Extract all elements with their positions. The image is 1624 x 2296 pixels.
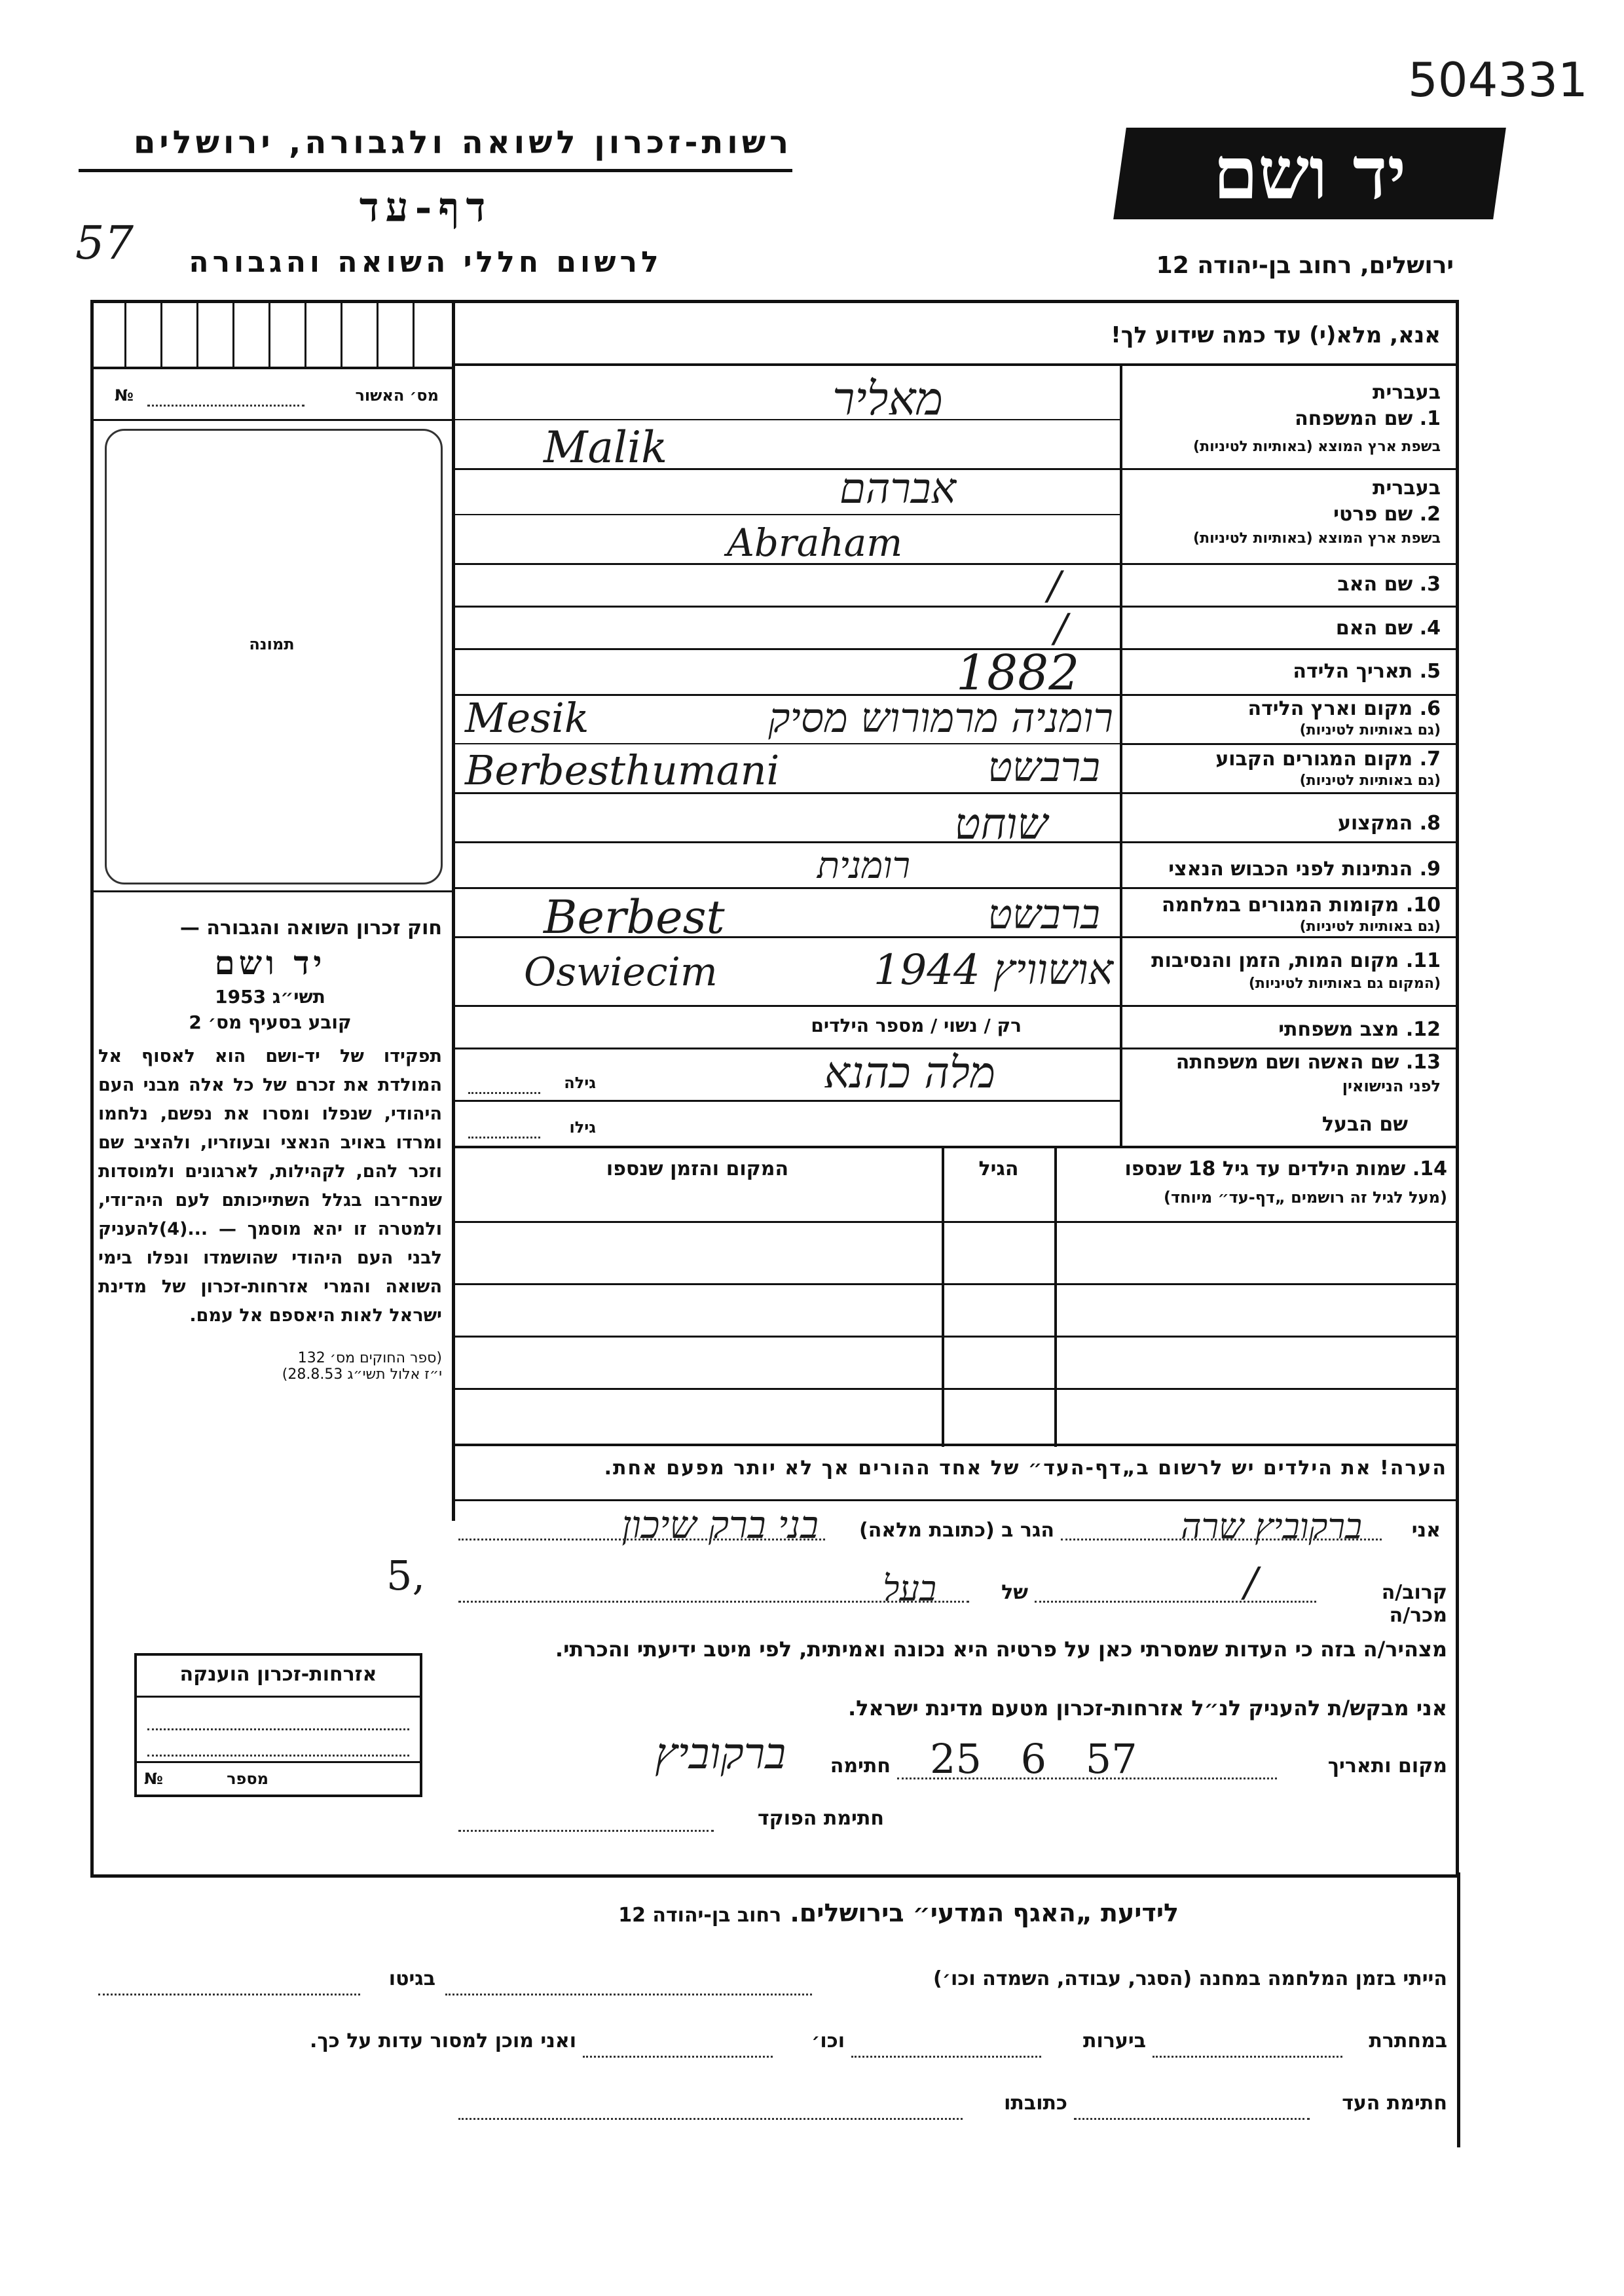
corner-mark: 57 [75,216,134,270]
field-2-note: בשפת ארץ המוצא (באותיות לטיניות) [1193,530,1441,547]
field-1-label: 1. שם המשפחה [1295,407,1441,430]
remark-underline [455,1499,1459,1501]
field-1-value-latin[interactable]: Malik [544,422,668,473]
law-text: תפקידו של יד-ושם הוא לאסוף אל המולדת את זכרם של כל אלה מבני העם היהודי, שנפלו ומסרו את נפשם, נלחמו ומרדו באויב הנאצי ובעוזריו, ולהציב שם וזכר להם, לקהילות, לארגונים ולמוסדות שנח־רבו בגלל השתייכותם לעם היה־ודי, ולמטרה זו יהא מוסמך — ...(4)להעניק לבני העם היהודי שהושמדו ונפלו בימי השואה והמרי אזרחות-זכרון של מדינת ישראל לאות היאספם אל עמם. [98,1046,442,1326]
wife-age-field[interactable] [468,1092,540,1094]
logo-text: יד ושם [1213,131,1407,215]
children-col-place: המקום והזמן שנספו [606,1157,789,1180]
footer-right-rule [1457,1872,1460,2147]
field-4-value[interactable]: / [1054,606,1068,651]
children-note: (מעל לגיל זה רושמים „דף-עד״ מיוחד) [1164,1188,1447,1207]
children-col-age: הגיל [978,1157,1019,1180]
footer-etc-label: וכו׳ [811,2030,845,2052]
field-7-note: (גם באותיות לטיניות) [1299,773,1441,789]
footer-forests-label: ביערות [1083,2030,1146,2052]
decl-statement-2: אני מבקש/ת להעניק לנ״ל אזרחות-זכרון מטעם מדינת ישראל. [848,1696,1447,1721]
field-12-label: 12. מצב משפחתי [1278,1018,1441,1041]
decl-address[interactable]: בני ברק שיכון [621,1503,819,1547]
footer-underground-field[interactable] [1153,2056,1342,2058]
law-section: קובע בסעיף מס׳ 2 [189,1011,352,1033]
decl-of-label: של [1001,1581,1028,1604]
decl-date[interactable]: 25 6 57 [930,1735,1137,1783]
field-13-label: 13. שם האשה ושם משפחתה [1175,1051,1441,1074]
footer-address-label: כתובתו [1004,2092,1067,2115]
decl-relation-value[interactable]: / [1244,1558,1258,1606]
footer-ghetto-label: בגיטו [388,1967,435,1990]
footer-ghetto-field[interactable] [98,1994,360,1995]
field-3-value[interactable]: / [1048,563,1061,609]
law-name: יד ושם [214,943,326,982]
signature-label: חתימה [830,1755,891,1777]
decl-address-label: הגר ב (כתובת מלאה) [858,1519,1054,1542]
form-title: דף-עד [359,183,492,231]
law-block [98,917,442,1383]
officer-signature-label: חתימת הפוקד [758,1807,884,1830]
husband-age-field[interactable] [468,1137,540,1139]
field-7-value-latin[interactable]: Berbesthumani [465,746,780,794]
citizenship-title-rule [134,1696,422,1698]
citizenship-line-2[interactable] [147,1755,409,1757]
yad-vashem-logo [1113,128,1506,219]
field-6-note: (גם באותיות לטיניות) [1299,722,1441,738]
approval-field[interactable] [147,405,304,407]
decl-of-dots [458,1601,969,1603]
field-12-value[interactable]: רק / נשוי / מספר הילדים [811,1015,1022,1036]
field-8-label: 8. המקצוע [1337,812,1441,835]
remark-text: הערה! את הילדים יש לרשום ב„דף-העד״ של אחד ההורים אך לא יותר מפעם אחת. [604,1457,1447,1480]
footer-camp-field[interactable] [445,1994,812,1995]
field-6-value-he[interactable]: רומניה מרמורוש מסיק [768,694,1113,742]
approval-no: № [115,386,134,405]
field-6-label: 6. מקום וארץ הלידה [1247,697,1441,720]
decl-house-no[interactable]: 5, [386,1552,426,1599]
field-1-value-he[interactable]: מאליר [832,372,943,426]
field-7-label: 7. מקום המגורים הקבוע [1215,748,1441,771]
stub-divider [90,419,454,421]
decl-relation-dots [1035,1601,1316,1603]
law-ref-1: (ספר החוקים מס׳ 132 [297,1350,442,1366]
citizenship-title: אזרחות-זכרון הוענקה [179,1663,377,1686]
form-subtitle: לרשום חללי השואה והגבורה [189,246,663,279]
field-8-value[interactable]: שוחט [954,799,1048,849]
decl-relation-label: קרוב/ה מכר/ה [1381,1581,1447,1627]
field-11-value-latin[interactable]: Oswiecim [524,949,718,995]
field-1-note: בשפת ארץ המוצא (באותיות לטיניות) [1193,439,1441,455]
field-10-value-he[interactable]: ברבשט [987,890,1100,938]
decl-name[interactable]: ברקוביץ שרה [1180,1506,1362,1547]
law-ref-2: י״ז אלול תשי״ג 28.8.53) [282,1366,442,1383]
field-13-value[interactable]: מלה כהנא [824,1048,995,1098]
footer-witness-sig-label: חתימת העד [1342,2092,1447,2115]
decl-signature[interactable]: ברקוביץ [655,1728,786,1779]
children-title: 14. שמות הילדים עד גיל 18 שנספו [1124,1157,1447,1180]
authority-line: רשות-זכרון לשואה ולגבורה, ירושלים [133,124,792,161]
field-10-note: (גם באותיות לטיניות) [1299,919,1441,935]
footer-title: לידיעת „האגף המדעי״ בירושלים. רחוב בן-יהודה 12 [618,1899,1179,1927]
stub-divider-2 [90,890,454,892]
footer-witness-sig-field[interactable] [1074,2118,1310,2120]
field-11-note: (המקום גם באותיות לטיניות) [1248,975,1441,992]
husband-age-label: גילו [569,1118,596,1137]
field-7-value-he[interactable]: ברבשט [987,743,1100,791]
decl-address-dots [458,1539,825,1540]
place-date-label: מקום ותאריך [1327,1755,1447,1777]
citizenship-number-rule [134,1761,422,1763]
wife-age-label: גילה [564,1074,596,1092]
field-11-label: 11. מקום המות, הזמן והנסיבות [1151,949,1441,972]
citizenship-number-no: № [144,1770,163,1788]
footer-line-1: הייתי בזמן המלחמה במחנה (הסגר, עבודה, השמדה וכו׳) [933,1967,1447,1990]
field-5-label: 5. תאריך הלידה [1293,660,1441,683]
footer-address-field[interactable] [458,2118,963,2120]
left-column-border [452,300,455,1521]
decl-name-dots [1061,1539,1382,1540]
footer-forests-field[interactable] [851,2056,1041,2058]
field-2-value-he[interactable]: אברהם [839,465,956,513]
field-5-value[interactable]: 1882 [956,645,1080,701]
field-10-value-latin[interactable]: Berbest [544,890,725,944]
field-11-value-he[interactable]: אושוויץ 1944 [873,946,1113,994]
field-10-label: 10. מקומות המגורים במלחמה [1162,894,1441,917]
label-column-border [1120,363,1122,1146]
field-1-lang: בעברית [1373,381,1441,404]
field-3-label: 3. שם האב [1337,573,1441,596]
law-title: חוק זכרון השואה והגבורה — [179,917,442,939]
intro-divider [452,363,1459,366]
field-13-note: לפני הנישואין [1342,1077,1441,1095]
approval-label: מס׳ האשור [355,386,439,405]
field-2-lang: בעברית [1373,477,1441,500]
authority-underline [79,169,792,172]
archive-number: 504331 [1408,52,1588,107]
field-4-label: 4. שם האם [1335,617,1441,640]
footer-ready-text: ואני מוכן למסור עדות על כך. [310,2030,576,2052]
law-year: תשי״ג 1953 [215,986,325,1008]
decl-relation-of[interactable]: בעל [883,1568,936,1609]
citizenship-number-label: מספר [227,1770,268,1788]
intro-text: אנא, מלא(י) עד כמה שידוע לך! [1111,322,1441,348]
field-2-value-latin[interactable]: Abraham [727,520,903,565]
officer-dots [458,1830,714,1832]
field-9-label: 9. הנתינות לפני הכבוש הנאצי [1168,858,1441,881]
decl-i: אני [1411,1519,1441,1542]
footer-etc-field[interactable] [583,2056,773,2058]
header-address: ירושלים, רחוב בן-יהודה 12 [1156,252,1454,279]
photo-box [105,429,443,884]
field-9-value[interactable]: רומנית [817,845,910,887]
decl-statement-1: מצהיר/ה בזה כי העדות שמסרתי כאן על פרטיה היא נכונה ואמיתית, לפי מיטב ידיעתי והכרתי. [555,1637,1447,1662]
field-2-label: 2. שם פרטי [1333,503,1441,526]
husband-label: שם הבעל [1321,1113,1408,1136]
footer-underground-label: במחתרת [1369,2030,1447,2052]
field-6-value-latin[interactable]: Mesik [465,694,589,742]
citizenship-line-1[interactable] [147,1728,409,1730]
photo-label: תמונה [249,635,295,653]
